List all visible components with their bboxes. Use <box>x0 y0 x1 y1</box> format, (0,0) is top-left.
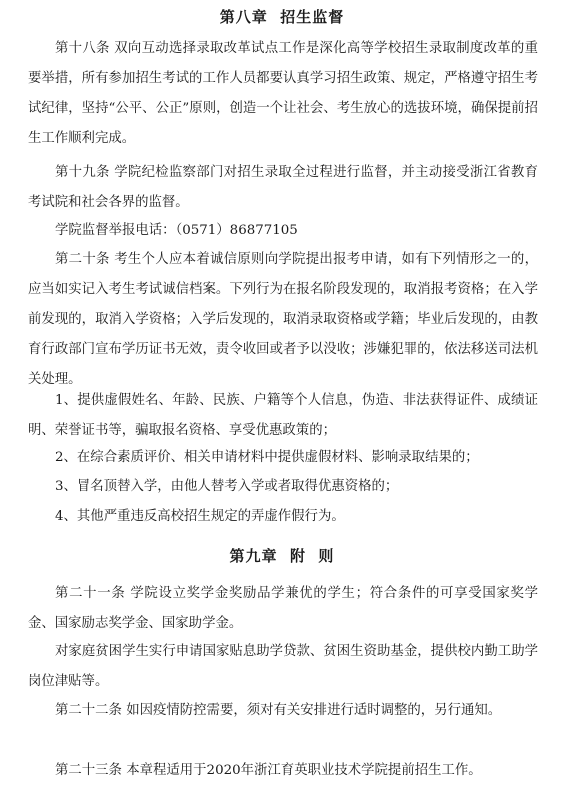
supervision-hotline: 学院监督举报电话：（0571）86877105 <box>55 223 298 238</box>
article-21: 第二十一条 学院设立奖学金奖励品学兼优的学生；符合条件的可享受国家奖学金、国家励志奖学金、国家助学金。 <box>28 586 538 631</box>
article-20: 第二十条 考生个人应本着诚信原则向学院提出报考申请，如有下列情形之一的，应当如实记入考生考试诚信档案。下列行为在报名阶段发现的，取消报考资格；在入学前发现的，取消入学资格；入学后发现的，取消录取资格或学籍；毕业后发现的，由教育行政部门宣布学历证书无效，责令收回或者予以没收；涉嫌犯罪的，依法移送司法机关处理。 <box>28 252 538 387</box>
violation-item-3: 3、冒名顶替入学，由他人替考入学或者取得优惠资格的； <box>55 479 399 494</box>
article-18: 第十八条 双向互动选择录取改革试点工作是深化高等学校招生录取制度改革的重要举措，所有参加招生考试的工作人员都要认真学习招生政策、规定，严格遵守招生考试纪律，坚持“公平、公正”原则，创造一个让社会、考生放心的选拔环境，确保提前招生工作顺利完成。 <box>28 41 538 146</box>
chapter-8-heading: 第八章 招生监督 <box>219 8 345 26</box>
violation-item-1: 1、提供虚假姓名、年龄、民族、户籍等个人信息，伪造、非法获得证件、成绩证明、荣誉证书等，骗取报名资格、享受优惠政策的； <box>28 393 538 438</box>
violation-item-4: 4、其他严重违反高校招生规定的弄虚作假行为。 <box>55 509 345 524</box>
chapter-9-heading: 第九章 附 则 <box>229 547 335 565</box>
financial-aid-paragraph: 对家庭贫困学生实行申请国家贴息助学贷款、贫困生资助基金，提供校内勤工助学岗位津贴等。 <box>28 644 538 689</box>
article-22: 第二十二条 如因疫情防控需要，须对有关安排进行适时调整的，另行通知。 <box>55 703 502 718</box>
article-19: 第十九条 学院纪检监察部门对招生录取全过程进行监督，并主动接受浙江省教育考试院和社会各界的监督。 <box>28 165 538 210</box>
article-23: 第二十三条 本章程适用于2020年浙江育英职业技术学院提前招生工作。 <box>55 763 482 778</box>
violation-item-2: 2、在综合素质评价、相关申请材料中提供虚假材料、影响录取结果的； <box>55 450 479 465</box>
